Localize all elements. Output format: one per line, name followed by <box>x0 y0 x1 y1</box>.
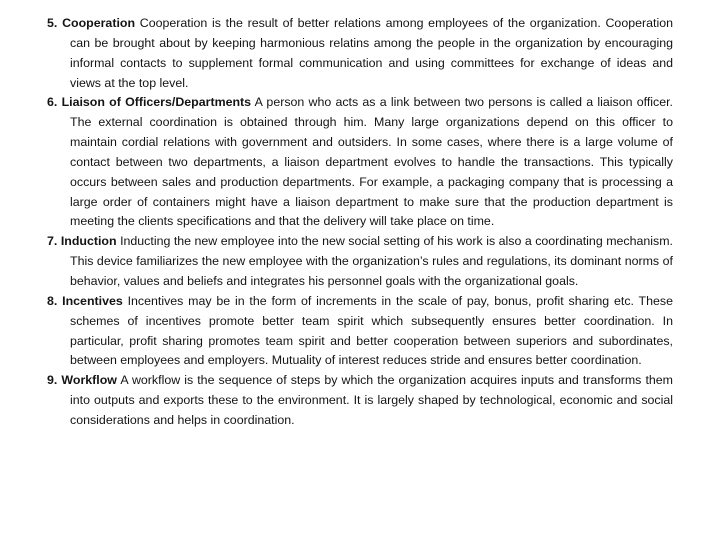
item-heading: Cooperation <box>62 16 136 30</box>
item-body: Cooperation is the result of better relations among employees of the organization. Cooperation can be brought about by keeping harmonious relatins among the people in the organization by encouraging informal contacts to supplement formal communication and using committees for exchange of ideas and views at the top level. <box>70 16 673 90</box>
item-body: Incentives may be in the form of increments in the scale of pay, bonus, profit sharing etc. These schemes of incentives promote better team spirit which subsequently ensures better coordination. In particular, profit sharing promotes team spirit and better cooperation between superiors and subordinates, between employees and employers. Mutuality of interest reduces stride and ensures better coordination. <box>70 293 673 368</box>
item-heading: Liaison of Officers/Departments <box>61 95 252 110</box>
item-number: 6. <box>47 95 58 110</box>
item-number: 5. <box>47 16 58 30</box>
list-item-workflow <box>47 371 673 431</box>
list-item-liaison <box>47 93 673 232</box>
item-number: 8. <box>47 293 58 308</box>
item-body: Inducting the new employee into the new social setting of his work is also a coordinating mechanism. This device familiarizes the new employee with the organization’s rules and regulations, its dominant norms of behavior, values and beliefs and integrates his personnel goals with the organizational goals. <box>70 234 673 288</box>
item-number: 7. <box>47 234 58 249</box>
item-heading: Induction <box>60 234 117 249</box>
item-body: A person who acts as a link between two persons is called a liaison officer. The external coordination is obtained through him. Many large organizations depend on this officer to maintain cordial relations with government and outsiders. In some cases, where there is a large volume of contact between two departments, a liaison department evolves to handle the transactions. This typically occurs between sales and production departments. For example, a packaging company that is processing a large order of containers might have a liaison department to make sure that the production department is meeting the clients specifications and that the delivery will take place on time. <box>70 95 673 229</box>
list-item-induction <box>47 232 673 292</box>
list-item-incentives <box>47 292 673 371</box>
list-item-cooperation <box>47 14 673 93</box>
coordination-techniques-list <box>47 14 673 431</box>
item-number: 9. <box>47 373 58 388</box>
item-heading: Workflow <box>61 373 117 388</box>
item-body: A workflow is the sequence of steps by which the organization acquires inputs and transforms them into outputs and exports these to the environment. It is largely shaped by technological, economic and social considerations and helps in coordination. <box>70 373 673 427</box>
item-heading: Incentives <box>62 293 123 308</box>
